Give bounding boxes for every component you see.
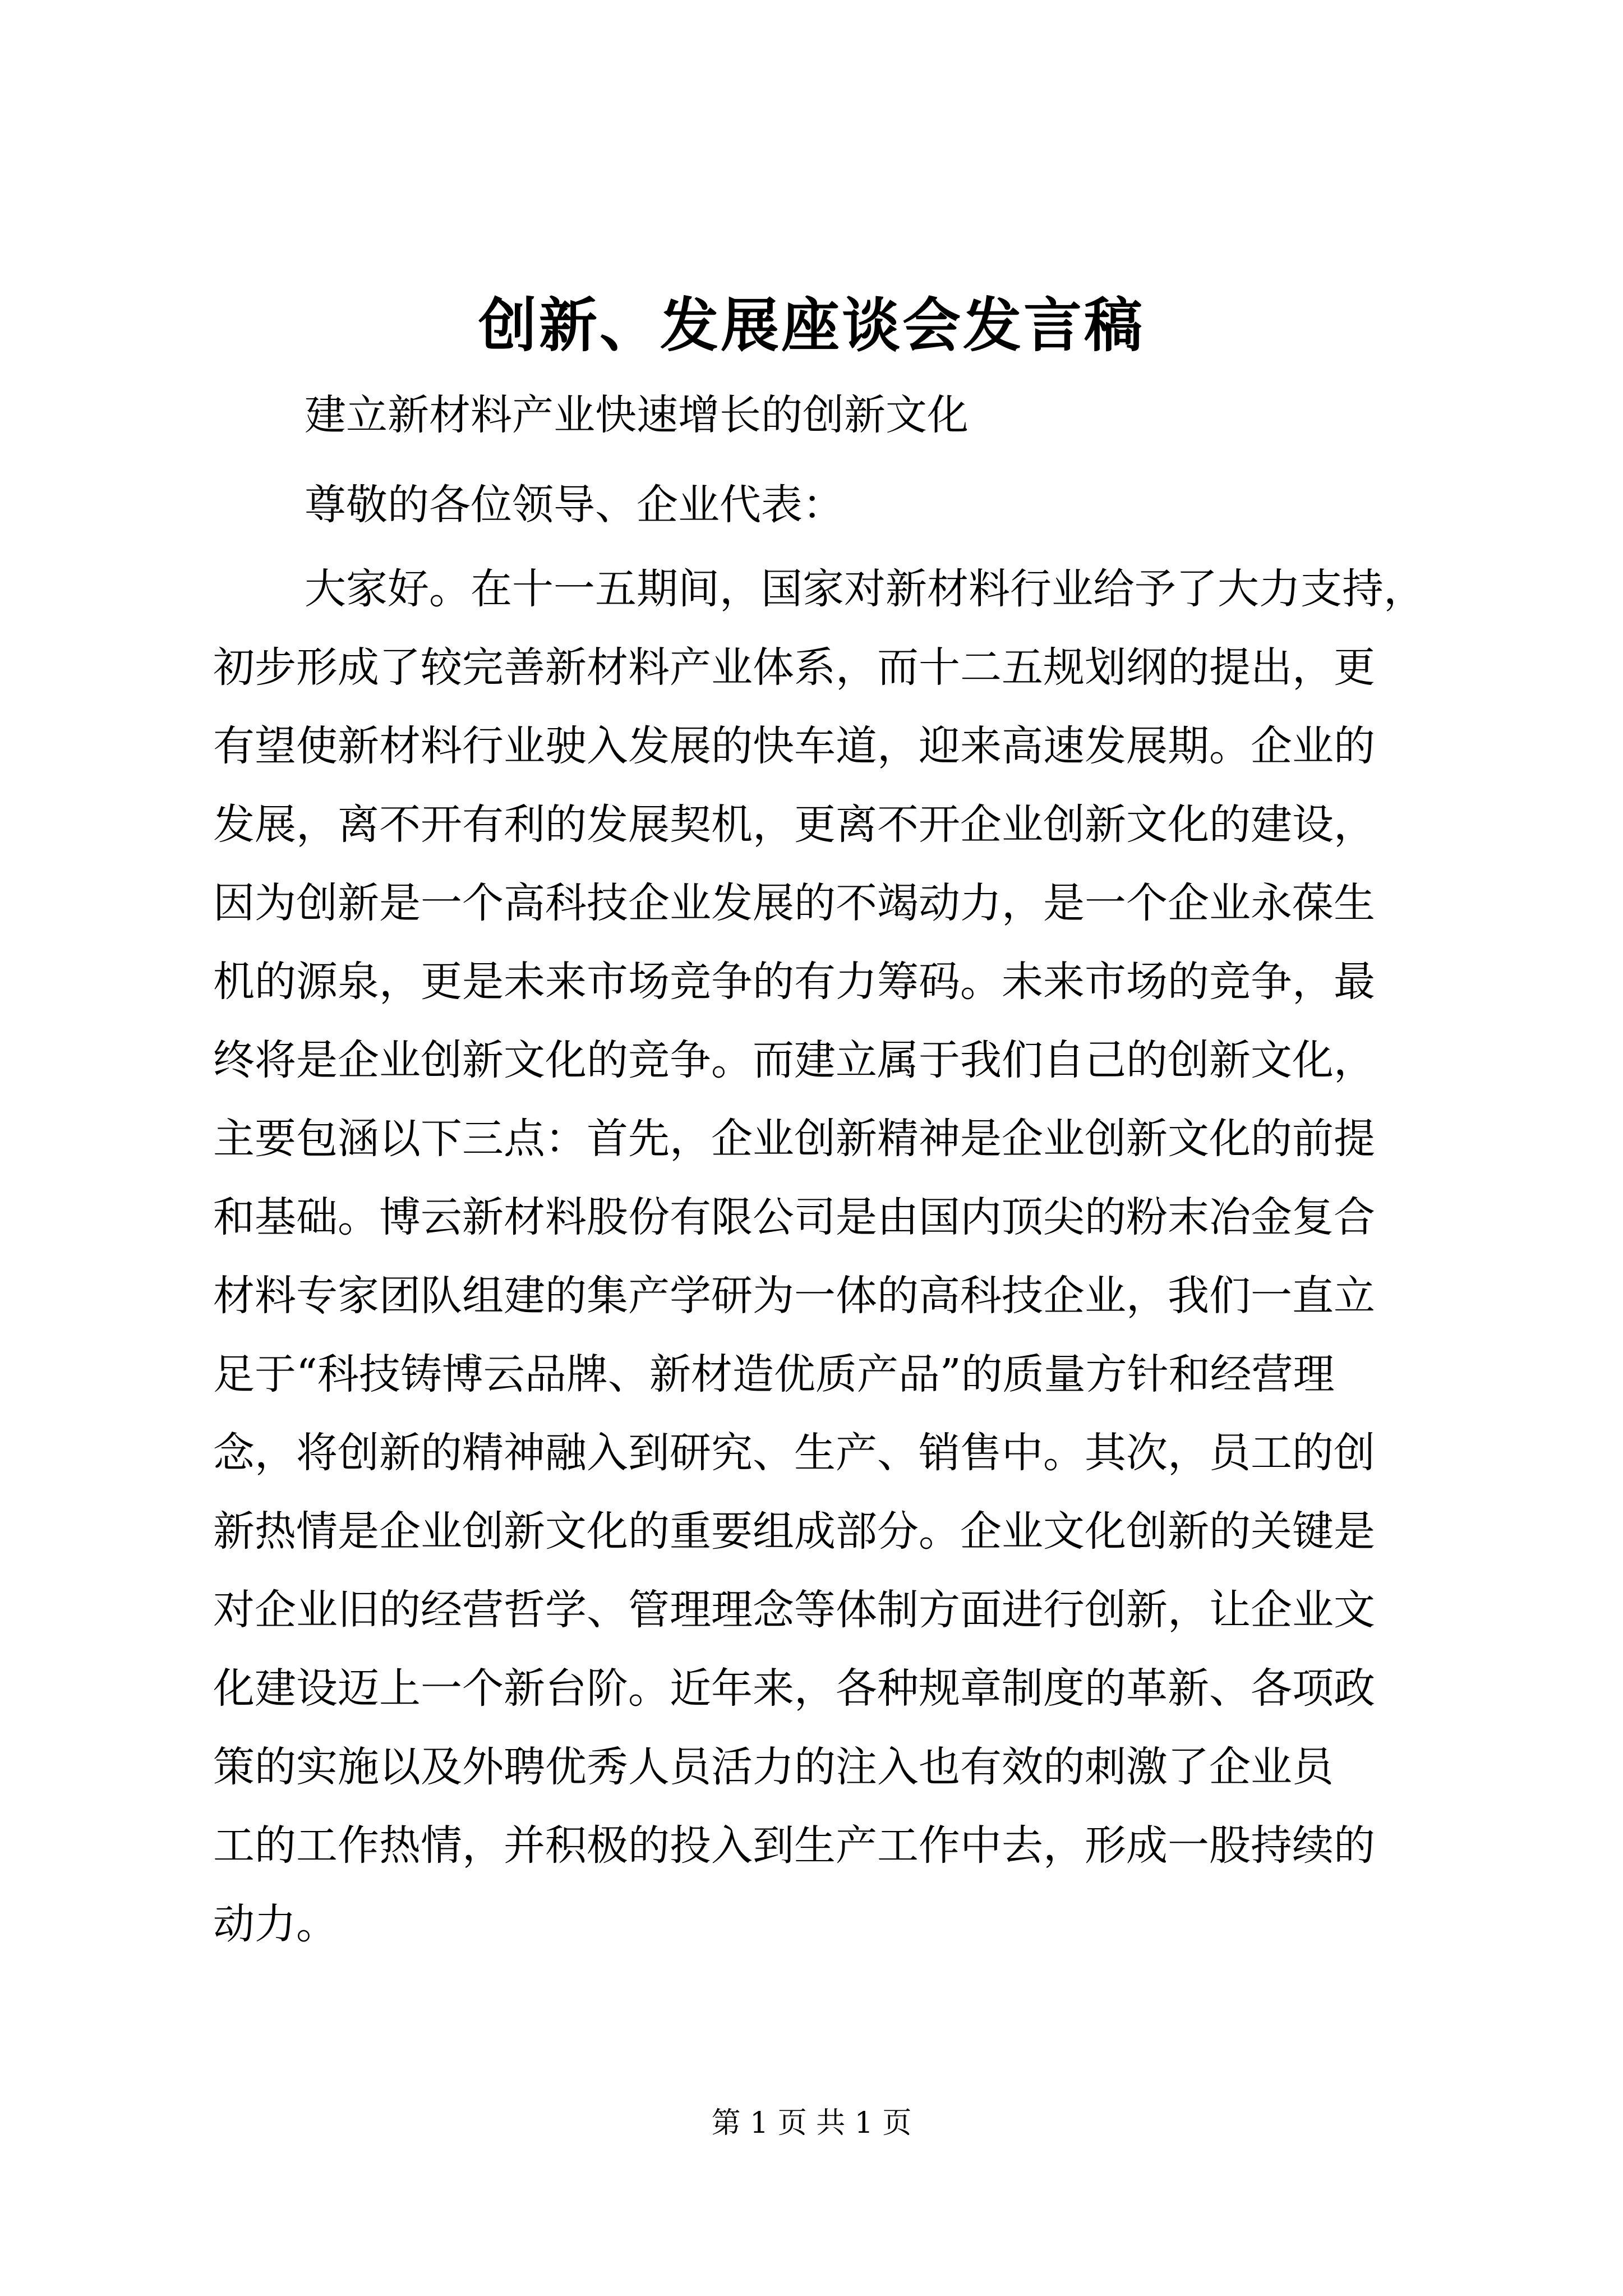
body-line: 化建设迈上一个新台阶。近年来，各种规章制度的革新、各项政: [213, 1664, 1375, 1713]
salutation-line: 尊敬的各位领导、企业代表：: [305, 481, 844, 529]
body-line: 因为创新是一个高科技企业发展的不竭动力，是一个企业永葆生: [213, 879, 1375, 927]
body-line: 念，将创新的精神融入到研究、生产、销售中。其次，员工的创: [213, 1429, 1375, 1477]
body-line: 发展，离不开有利的发展契机，更离不开企业创新文化的建设，: [213, 800, 1375, 849]
subtitle-line: 建立新材料产业快速增长的创新文化: [305, 391, 969, 439]
page-title: 创新、发展座谈会发言稿: [478, 291, 1145, 360]
body-line: 策的实施以及外聘优秀人员活力的注入也有效的刺激了企业员: [213, 1743, 1334, 1791]
body-line: 新热情是企业创新文化的重要组成部分。企业文化创新的关键是: [213, 1507, 1375, 1556]
body-line: 主要包涵以下三点：首先，企业创新精神是企业创新文化的前提: [213, 1115, 1375, 1163]
body-line: 大家好。在十一五期间，国家对新材料行业给予了大力支持，: [305, 565, 1425, 613]
body-line: 工的工作热情，并积极的投入到生产工作中去，形成一股持续的: [213, 1821, 1375, 1870]
body-line: 和基础。博云新材料股份有限公司是由国内顶尖的粉末冶金复合: [213, 1193, 1375, 1241]
body-line: 足于“科技铸博云品牌、新材造优质产品”的质量方针和经营理: [213, 1350, 1335, 1398]
body-line: 对企业旧的经营哲学、管理理念等体制方面进行创新，让企业文: [213, 1586, 1375, 1634]
body-line: 动力。: [213, 1900, 338, 1948]
body-line: 有望使新材料行业驶入发展的快车道，迎来高速发展期。企业的: [213, 722, 1375, 770]
body-line: 材料专家团队组建的集产学研为一体的高科技企业，我们一直立: [213, 1272, 1375, 1320]
page-footer: 第 1 页 共 1 页: [711, 2106, 912, 2140]
body-line: 机的源泉，更是未来市场竞争的有力筹码。未来市场的竞争，最: [213, 958, 1375, 1006]
body-line: 初步形成了较完善新材料产业体系，而十二五规划纲的提出，更: [213, 643, 1375, 692]
body-line: 终将是企业创新文化的竞争。而建立属于我们自己的创新文化，: [213, 1036, 1375, 1084]
